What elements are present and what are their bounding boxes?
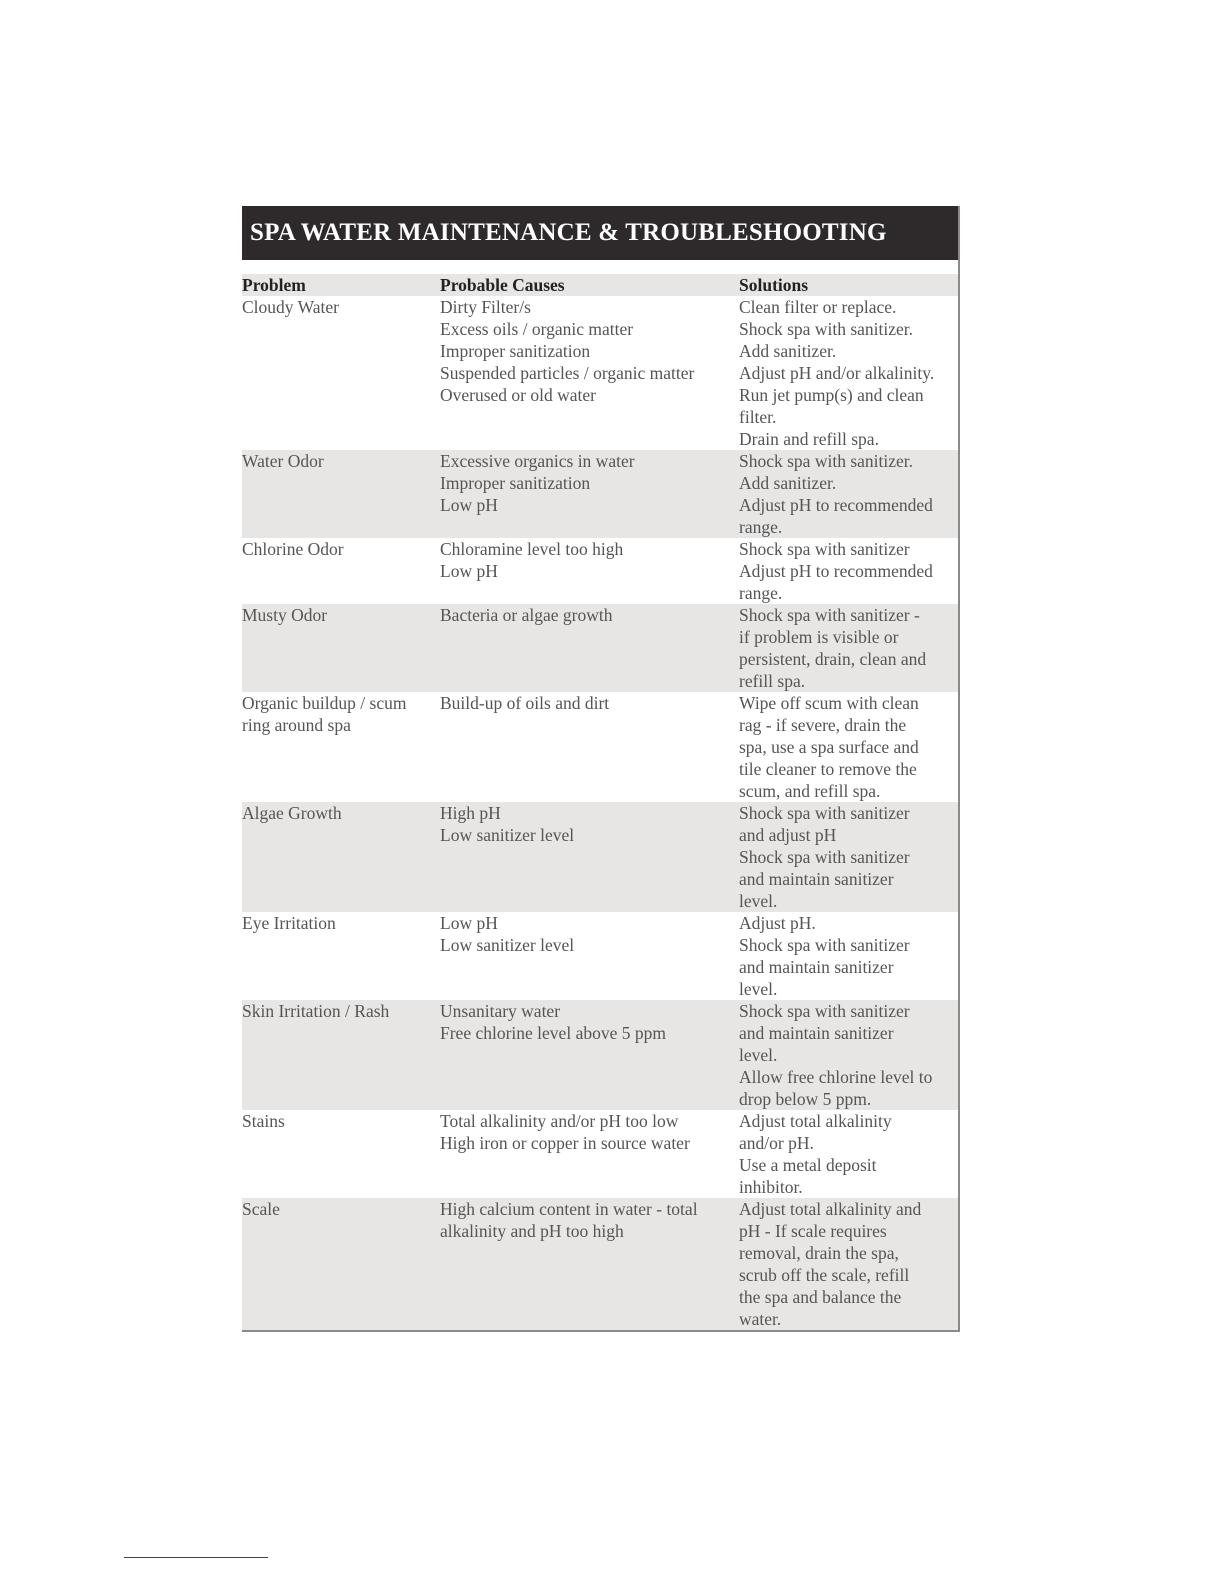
table-row — [242, 1110, 958, 1198]
causes-cell — [440, 538, 739, 604]
cell-text-line: removal, drain the spa, — [739, 1243, 899, 1263]
cell-text-line: Shock spa with sanitizer — [739, 935, 910, 955]
solutions-cell — [739, 604, 958, 692]
cell-text-line: Allow free chlorine level to — [739, 1067, 933, 1087]
table-row — [242, 604, 958, 692]
causes-cell — [440, 604, 739, 692]
cell-text-line: Adjust total alkalinity and — [739, 1199, 922, 1219]
cell-text-line: Run jet pump(s) and clean — [739, 385, 924, 405]
problem-cell — [242, 912, 440, 1000]
cell-text-line: Adjust pH to recommended — [739, 561, 933, 581]
problem-cell — [242, 604, 440, 692]
cell-text-line: inhibitor. — [739, 1177, 803, 1197]
cell-text-line: water. — [739, 1309, 782, 1329]
cell-text-line: Suspended particles / organic matter — [440, 363, 695, 383]
cell-text-line: Low pH — [440, 495, 498, 515]
cell-text-line: and maintain sanitizer — [739, 869, 894, 889]
table-row — [242, 450, 958, 538]
cell-text-line: Improper sanitization — [440, 341, 591, 361]
cell-text-line: scrub off the scale, refill — [739, 1265, 910, 1285]
cell-text-line: tile cleaner to remove the — [739, 759, 917, 779]
cell-text-line: Adjust pH and/or alkalinity. — [739, 363, 935, 383]
cell-text-line: Shock spa with sanitizer — [739, 539, 910, 559]
table-row — [242, 1198, 958, 1330]
solutions-cell — [739, 538, 958, 604]
causes-cell — [440, 692, 739, 802]
table-header-row — [242, 274, 958, 296]
causes-cell — [440, 912, 739, 1000]
problem-cell — [242, 450, 440, 538]
solutions-cell — [739, 296, 958, 450]
cell-text-line: range. — [739, 583, 783, 603]
solutions-cell — [739, 1198, 958, 1330]
cell-text-line: Low pH — [440, 561, 498, 581]
solutions-cell — [739, 1110, 958, 1198]
cell-text-line: Total alkalinity and/or pH too low — [440, 1111, 679, 1131]
cell-text-line: High iron or copper in source water — [440, 1133, 690, 1153]
cell-text-line: Add sanitizer. — [739, 473, 837, 493]
cell-text-line: Unsanitary water — [440, 1001, 561, 1021]
solutions-cell — [739, 802, 958, 912]
cell-text-line: Overused or old water — [440, 385, 596, 405]
cell-text-line: Water Odor — [242, 451, 324, 471]
causes-cell — [440, 296, 739, 450]
troubleshooting-table — [242, 206, 960, 1332]
cell-text-line: Low sanitizer level — [440, 935, 575, 955]
problem-cell — [242, 1110, 440, 1198]
cell-text-line: Adjust pH. — [739, 913, 816, 933]
cell-text-line: ring around spa — [242, 715, 351, 735]
causes-cell — [440, 1198, 739, 1330]
solutions-cell — [739, 450, 958, 538]
cell-text-line: rag - if severe, drain the — [739, 715, 907, 735]
cell-text-line: the spa and balance the — [739, 1287, 902, 1307]
cell-text-line: Shock spa with sanitizer. — [739, 451, 914, 471]
cell-text-line: Free chlorine level above 5 ppm — [440, 1023, 666, 1043]
cell-text-line: level. — [739, 979, 778, 999]
cell-text-line: Clean filter or replace. — [739, 297, 897, 317]
cell-text-line: Shock spa with sanitizer — [739, 847, 910, 867]
cell-text-line: Shock spa with sanitizer. — [739, 319, 914, 339]
cell-text-line: Dirty Filter/s — [440, 297, 531, 317]
cell-text-line: scum, and refill spa. — [739, 781, 881, 801]
header-probable-causes: Probable Causes — [440, 275, 565, 295]
cell-text-line: Excessive organics in water — [440, 451, 635, 471]
cell-text-line: Eye Irritation — [242, 913, 336, 933]
table-row — [242, 692, 958, 802]
table-body — [242, 296, 958, 1330]
cell-text-line: Adjust total alkalinity — [739, 1111, 892, 1131]
cell-text-line: level. — [739, 891, 778, 911]
table-row — [242, 538, 958, 604]
cell-text-line: Shock spa with sanitizer — [739, 1001, 910, 1021]
cell-text-line: Algae Growth — [242, 803, 342, 823]
cell-text-line: refill spa. — [739, 671, 806, 691]
problem-cell — [242, 692, 440, 802]
cell-text-line: spa, use a spa surface and — [739, 737, 919, 757]
cell-text-line: and maintain sanitizer — [739, 1023, 894, 1043]
problem-cell — [242, 538, 440, 604]
solutions-cell — [739, 1000, 958, 1110]
cell-text-line: High calcium content in water - total — [440, 1199, 698, 1219]
cell-text-line: High pH — [440, 803, 501, 823]
header-problem: Problem — [242, 275, 306, 295]
table-row — [242, 912, 958, 1000]
cell-text-line: filter. — [739, 407, 777, 427]
cell-text-line: Shock spa with sanitizer - — [739, 605, 920, 625]
cell-text-line: Wipe off scum with clean — [739, 693, 919, 713]
cell-text-line: Low pH — [440, 913, 498, 933]
cell-text-line: Chloramine level too high — [440, 539, 624, 559]
causes-cell — [440, 450, 739, 538]
table-row — [242, 802, 958, 912]
problem-cell — [242, 802, 440, 912]
cell-text-line: Use a metal deposit — [739, 1155, 877, 1175]
causes-cell — [440, 1110, 739, 1198]
solutions-cell — [739, 692, 958, 802]
cell-text-line: Musty Odor — [242, 605, 328, 625]
cell-text-line: if problem is visible or — [739, 627, 899, 647]
cell-text-line: Add sanitizer. — [739, 341, 837, 361]
cell-text-line: persistent, drain, clean and — [739, 649, 927, 669]
solutions-cell — [739, 912, 958, 1000]
title-spacer — [242, 260, 958, 274]
footnote-separator — [124, 1557, 268, 1558]
cell-text-line: Adjust pH to recommended — [739, 495, 933, 515]
cell-text-line: drop below 5 ppm. — [739, 1089, 872, 1109]
problem-cell — [242, 1000, 440, 1110]
causes-cell — [440, 1000, 739, 1110]
cell-text-line: Skin Irritation / Rash — [242, 1001, 390, 1021]
cell-text-line: range. — [739, 517, 783, 537]
cell-text-line: Build-up of oils and dirt — [440, 693, 610, 713]
header-solutions: Solutions — [739, 275, 809, 295]
cell-text-line: Bacteria or algae growth — [440, 605, 613, 625]
cell-text-line: Organic buildup / scum — [242, 693, 407, 713]
table-row — [242, 1000, 958, 1110]
cell-text-line: pH - If scale requires — [739, 1221, 887, 1241]
table-row — [242, 296, 958, 450]
cell-text-line: Drain and refill spa. — [739, 429, 879, 449]
cell-text-line: and maintain sanitizer — [739, 957, 894, 977]
problem-cell — [242, 1198, 440, 1330]
cell-text-line: Improper sanitization — [440, 473, 591, 493]
cell-text-line: alkalinity and pH too high — [440, 1221, 624, 1241]
table-title: SPA WATER MAINTENANCE & TROUBLESHOOTING — [242, 206, 958, 260]
cell-text-line: Shock spa with sanitizer — [739, 803, 910, 823]
cell-text-line: Cloudy Water — [242, 297, 339, 317]
causes-cell — [440, 802, 739, 912]
problem-cell — [242, 296, 440, 450]
cell-text-line: level. — [739, 1045, 778, 1065]
cell-text-line: and/or pH. — [739, 1133, 814, 1153]
cell-text-line: and adjust pH — [739, 825, 837, 845]
cell-text-line: Low sanitizer level — [440, 825, 575, 845]
cell-text-line: Stains — [242, 1111, 285, 1131]
cell-text-line: Chlorine Odor — [242, 539, 344, 559]
cell-text-line: Scale — [242, 1199, 280, 1219]
cell-text-line: Excess oils / organic matter — [440, 319, 634, 339]
